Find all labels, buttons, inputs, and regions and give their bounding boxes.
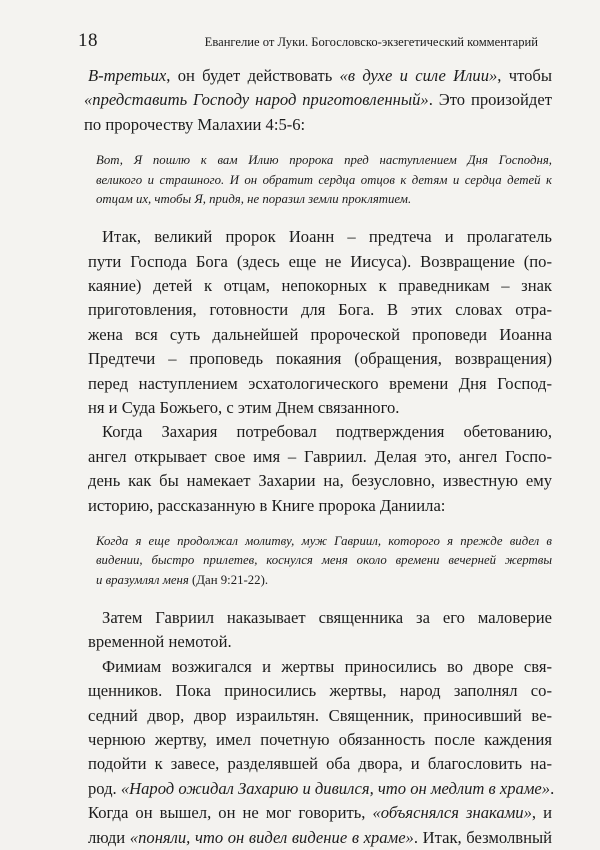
paragraph-third-point <box>84 64 552 137</box>
text-line: пути Господа Бога (здесь еще не Иисуса). Возвращение (по- <box>88 251 552 271</box>
text-span: . <box>550 778 555 798</box>
text-span: . Итак, безмолвный <box>413 827 552 847</box>
page-number: 18 <box>78 30 98 51</box>
text-line: ня и Суда Божьего, с этим Днем связанного. <box>88 397 400 417</box>
scripture-quote-malachi <box>88 151 552 209</box>
text-line: Затем Гавриил наказывает священника за его маловерие <box>102 607 552 627</box>
text-span: , он будет действовать <box>166 66 340 85</box>
text-line <box>84 64 552 88</box>
text-line: Итак, великий пророк Иоанн – предтеча и пролагатель <box>102 227 552 247</box>
text-line: день как бы намекает Захарии на, безусловно, известную ему <box>88 471 552 491</box>
quotation-text: «объяснялся знаками» <box>372 803 532 823</box>
quotation-text: «поняли, что он видел видение в храме» <box>129 827 414 847</box>
text-line: Когда Захария потребовал подтверждения обетованию, <box>102 422 552 442</box>
text-line <box>88 826 552 850</box>
text-line: жена вся суть дальнейшей пророческой проповеди Иоанна <box>88 324 552 344</box>
quote-line <box>96 571 552 590</box>
text-span: . Это произойдет <box>428 90 552 110</box>
text-span: , чтобы <box>497 66 552 85</box>
quote-line: отцам их, чтобы Я, придя, не поразил земли проклятием. <box>96 191 412 206</box>
text-line: щенников. Пока приносились жертвы, народ заполнял со- <box>88 681 552 701</box>
text-line: Фимиам возжигался и жертвы приносились во дворе свя- <box>102 656 552 676</box>
quote-line: Когда я еще продолжал молитву, муж Гавриил, которого я прежде видел в <box>96 533 552 548</box>
text-line: чернюю жертву, имел почетную обязанность после каждения <box>88 729 552 749</box>
paragraph-gabriel-name <box>88 420 552 518</box>
text-line: каяние) детей к отцам, непокорных к праведникам – знак <box>88 275 552 295</box>
text-line: Предтечи – проповедь покаяния (обращения, возвращения) <box>88 349 552 369</box>
text-line: ангел открывает свое имя – Гавриил. Делая это, ангел Госпо- <box>88 446 552 466</box>
scripture-quote-daniel <box>88 532 552 590</box>
quote-line: великого и страшного. И он обратит сердца отцов к детям и сердца детей к <box>96 172 552 187</box>
text-line: временной немотой. <box>88 632 232 652</box>
text-span: род. <box>88 778 121 798</box>
paragraph-muteness <box>88 606 552 655</box>
quote-line: Вот, Я пошлю к вам Илию пророка пред наступлением Дня Господня, <box>96 153 552 168</box>
running-title: Евангелие от Луки. Богословско-экзегетический комментарий <box>204 35 538 49</box>
quotation-text: «Народ ожидал Захарию и дивился, что он медлит в храме» <box>120 778 551 798</box>
text-line <box>84 88 552 112</box>
page-body <box>84 64 555 850</box>
text-line: приготовления, готовности для Бога. В этих словах отра- <box>88 300 552 320</box>
text-line: по пророчеству Малахии 4:5-6: <box>84 114 306 134</box>
quotation-text: «представить Господу народ приготовленный» <box>84 90 429 110</box>
quote-text: и вразумлял меня <box>96 572 189 587</box>
emphasis-text: В-третьих <box>88 66 167 85</box>
quote-line: видении, быстро прилетев, коснулся меня около времени вечерней жертвы <box>96 553 552 568</box>
paragraph-incense <box>88 655 555 850</box>
page-header <box>78 30 538 56</box>
paragraph-john-forerunner <box>88 225 552 420</box>
text-span: люди <box>88 827 130 847</box>
text-line: перед наступлением эсхатологического времени Дня Господ- <box>88 373 552 393</box>
text-line <box>88 801 552 825</box>
text-span: Когда он вышел, он не мог говорить, <box>88 803 373 823</box>
text-line: подойти к завесе, разделявшей оба двора, и благословить на- <box>88 754 552 774</box>
text-line <box>88 777 555 801</box>
quotation-text: «в духе и силе Илии» <box>339 66 498 85</box>
text-line: седний двор, двор израильтян. Священник, приносивший ве- <box>88 705 552 725</box>
text-line: историю, рассказанную в Книге пророка Даниила: <box>88 495 446 515</box>
text-span: , и <box>531 803 552 823</box>
scripture-reference: (Дан 9:21-22). <box>188 572 269 587</box>
